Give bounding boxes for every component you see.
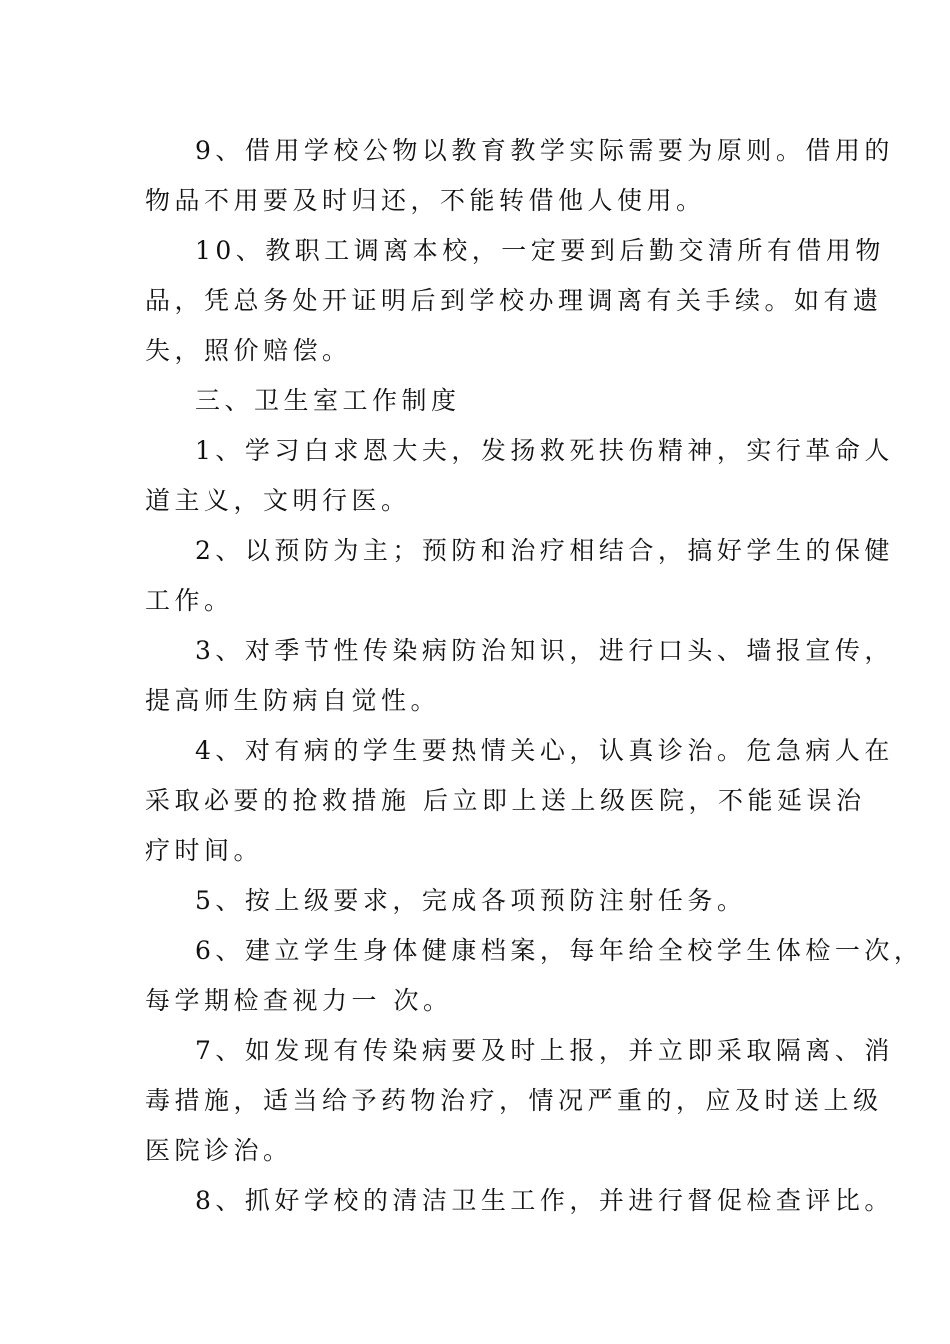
paragraph-line: 道主义，文明行医。: [145, 486, 411, 515]
document-page: [145, 131, 924, 1231]
paragraph-line: 7、如发现有传染病要及时上报，并立即采取隔离、消: [195, 1036, 894, 1065]
paragraph-line: 医院诊治。: [145, 1136, 293, 1165]
paragraph-line: 9、借用学校公物以教育教学实际需要为原则。借用的: [195, 136, 894, 165]
paragraph-line: 品，凭总务处开证明后到学校办理调离有关手续。如有遗: [145, 286, 883, 315]
paragraph-line: 每学期检查视力一 次。: [145, 986, 453, 1015]
paragraph-line: 疗时间。: [145, 836, 264, 865]
paragraph-line: 2、以预防为主；预防和治疗相结合，搞好学生的保健: [195, 536, 894, 565]
paragraph-line: 提高师生防病自觉性。: [145, 686, 441, 715]
paragraph-line: 6、建立学生身体健康档案，每年给全校学生体检一次，: [195, 936, 924, 965]
paragraph-line: 5、按上级要求，完成各项预防注射任务。: [195, 886, 747, 915]
paragraph-line: 3、对季节性传染病防治知识，进行口头、墙报宣传，: [195, 636, 894, 665]
paragraph-line: 毒措施，适当给予药物治疗，情况严重的，应及时送上级: [145, 1086, 883, 1115]
paragraph-line: 失，照价赔偿。: [145, 336, 352, 365]
paragraph-line: 1、学习白求恩大夫，发扬救死扶伤精神，实行革命人: [195, 436, 894, 465]
paragraph-line: 4、对有病的学生要热情关心，认真诊治。危急病人在: [195, 736, 894, 765]
paragraph-line: 8、抓好学校的清洁卫生工作，并进行督促检查评比。: [195, 1186, 894, 1215]
paragraph-line: 采取必要的抢救措施 后立即上送上级医院，不能延误治: [145, 786, 866, 815]
paragraph-line: 工作。: [145, 586, 234, 615]
section-heading: 三、卫生室工作制度: [195, 386, 461, 415]
paragraph-line: 10、教职工调离本校，一定要到后勤交清所有借用物: [195, 236, 885, 265]
paragraph-line: 物品不用要及时归还，不能转借他人使用。: [145, 186, 706, 215]
